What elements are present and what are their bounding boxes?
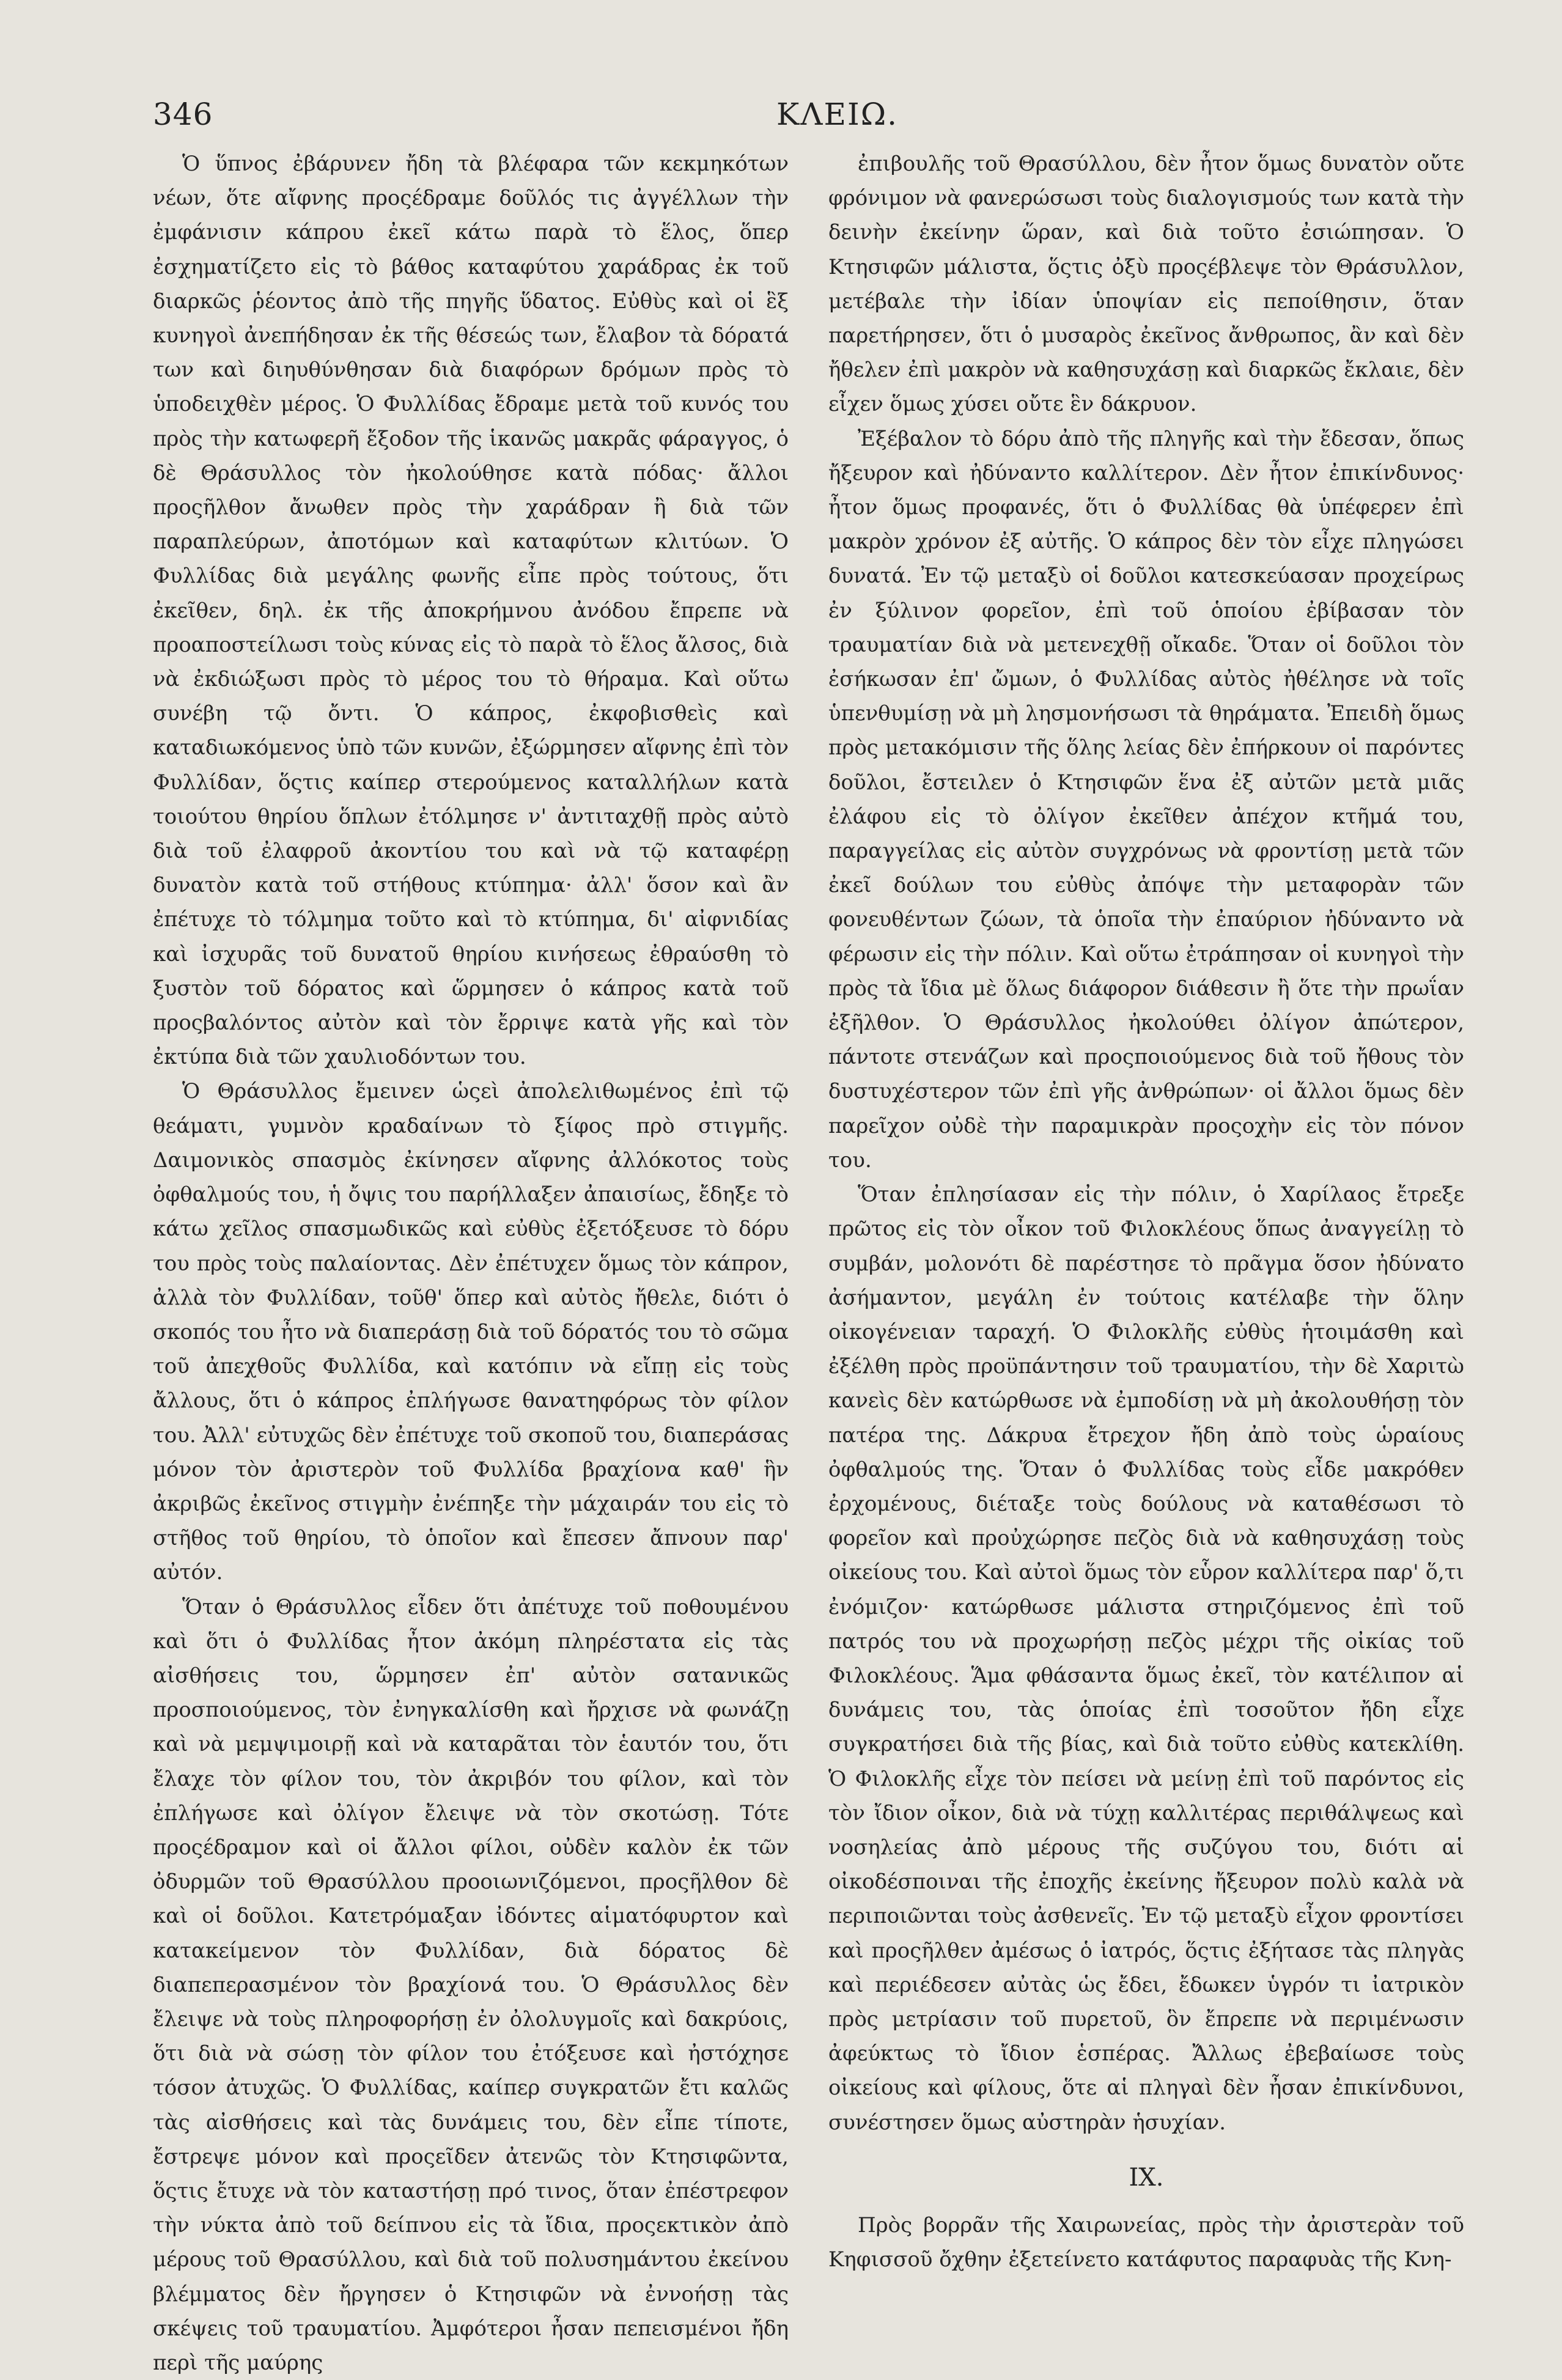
paragraph: Πρὸς βορρᾶν τῆς Χαιρωνείας, πρὸς τὴν ἀριστερὰν τοῦ Κηφισσοῦ ὄχθην ἐξετείνετο κατάφυτος παραφυὰς τῆς Κνη- <box>828 2212 1464 2272</box>
paragraph: Ἐξέβαλον τὸ δόρυ ἀπὸ τῆς πληγῆς καὶ τὴν ἔδεσαν, ὅπως ἤξευρον καὶ ἠδύναντο καλλίτερον. Δὲν ἦτον ἐπικίνδυνος· ἦτον ὅμως προφανές, ὅτι ὁ Φυλλίδας θὰ ὑπέφερεν ἐπὶ μακρὸν χρόνον ἐξ αὐτῆς. Ὁ κάπρος δὲν τὸν εἶχε πληγώσει δυνατά. Ἐν τῷ μεταξὺ οἱ δοῦλοι κατεσκεύασαν προχείρως ἐν ξύλινον φορεῖον, ἐπὶ τοῦ ὁποίου ἐβίβασαν τὸν τραυματίαν διὰ νὰ μετενεχθῇ οἴκαδε. Ὅταν οἱ δοῦλοι τὸν ἐσήκωσαν ἐπ' ὤμων, ὁ Φυλλίδας αὐτὸς ἠθέλησε νὰ τοῖς ὑπενθυμίσῃ νὰ μὴ λησμονήσωσι τὰ θηράματα. Ἐπειδὴ ὅμως πρὸς μετακόμισιν τῆς ὅλης λείας δὲν ἐπήρκουν οἱ παρόντες δοῦλοι, ἔστειλεν ὁ Κτησιφῶν ἕνα ἐξ αὐτῶν μετὰ μιᾶς ἐλάφου εἰς τὸ ὀλίγον ἐκεῖθεν ἀπέχον κτῆμά του, παραγγείλας εἰς αὐτὸν συγχρόνως νὰ φροντίσῃ μετὰ τῶν ἐκεῖ δούλων του εὐθὺς ἀπόψε τὴν μεταφορὰν τῶν φονευθέντων ζώων, τὰ ὁποῖα τὴν ἐπαύριον ἠδύναντο νὰ φέρωσιν εἰς τὴν πόλιν. Καὶ οὕτω ἐτράπησαν οἱ κυνηγοὶ τὴν πρὸς τὰ ἴδια μὲ ὅλως διάφορον διάθεσιν ἢ ὅτε τὴν πρωΐαν ἐξῆλθον. Ὁ Θράσυλλος ἠκολούθει ὀλίγον ἀπώτερον, πάντοτε στενάζων καὶ προςποιούμενος διὰ τοῦ ἤθους τὸν δυστυχέστερον τῶν ἐπὶ γῆς ἀνθρώπων· οἱ ἄλλοι ὅμως δὲν παρεῖχον οὐδὲ τὴν παραμικρὰν προςοχὴν εἰς τὸν πόνον του. <box>828 426 1464 1173</box>
running-title: ΚΛΕΙΩ. <box>776 97 899 132</box>
page-number: 346 <box>153 97 213 132</box>
right-column <box>828 147 1464 2277</box>
page-header <box>79 72 1507 139</box>
left-column <box>153 147 789 2380</box>
paragraph: Ὅταν ἐπλησίασαν εἰς τὴν πόλιν, ὁ Χαρίλαος ἔτρεξε πρῶτος εἰς τὸν οἶκον τοῦ Φιλοκλέους ὅπως ἀναγγείλῃ τὸ συμβάν, μολονότι δὲ παρέστησε τὸ πρᾶγμα ὅσον ἠδύνατο ἀσήμαντον, μεγάλη ἐν τούτοις κατέλαβε τὴν ὅλην οἰκογένειαν ταραχή. Ὁ Φιλοκλῆς εὐθὺς ἡτοιμάσθη καὶ ἐξέλθη πρὸς προϋπάντησιν τοῦ τραυματίου, τὴν δὲ Χαριτὼ κανεὶς δὲν κατώρθωσε νὰ ἐμποδίσῃ νὰ μὴ ἀκολουθήσῃ τὸν πατέρα της. Δάκρυα ἔτρεχον ἤδη ἀπὸ τοὺς ὡραίους ὀφθαλμούς της. Ὅταν ὁ Φυλλίδας τοὺς εἶδε μακρόθεν ἐρχομένους, διέταξε τοὺς δούλους νὰ καταθέσωσι τὸ φορεῖον καὶ προὐχώρησε πεζὸς διὰ νὰ καθησυχάσῃ τοὺς οἰκείους του. Καὶ αὐτοὶ ὅμως τὸν εὗρον καλλίτερα παρ' ὅ,τι ἐνόμιζον· κατώρθωσε μάλιστα στηριζόμενος ἐπὶ τοῦ πατρός του νὰ προχωρήσῃ πεζὸς μέχρι τῆς οἰκίας τοῦ Φιλοκλέους. Ἅμα φθάσαντα ὅμως ἐκεῖ, τὸν κατέλιπον αἱ δυνάμεις του, τὰς ὁποίας ἐπὶ τοσοῦτον ἤδη εἶχε συγκρατήσει διὰ τῆς βίας, καὶ διὰ τοῦτο εὐθὺς κατεκλίθη. Ὁ Φιλοκλῆς εἶχε τὸν πείσει νὰ μείνῃ ἐπὶ τοῦ παρόντος εἰς τὸν ἴδιον οἶκον, διὰ νὰ τύχῃ καλλιτέρας περιθάλψεως καὶ νοσηλείας ἀπὸ μέρους τῆς συζύγου του, διότι αἱ οἰκοδέσποιναι τῆς ἐποχῆς ἐκείνης ἤξευρον πολὺ καλὰ νὰ περιποιῶνται τοὺς ἀσθενεῖς. Ἐν τῷ μεταξὺ εἶχον φροντίσει καὶ προςῆλθεν ἀμέσως ὁ ἰατρός, ὅςτις ἐξήτασε τὰς πληγὰς καὶ περιέδεσεν αὐτὰς ὡς ἔδει, ἔδωκεν ὑγρόν τι ἰατρικὸν πρὸς μετρίασιν τοῦ πυρετοῦ, ὃν ἔπρεπε νὰ περιμένωσιν ἀφεύκτως τὸ ἴδιον ἑσπέρας. Ἄλλως ἐβεβαίωσε τοὺς οἰκείους καὶ φίλους, ὅτε αἱ πληγαὶ δὲν ἦσαν ἐπικίνδυνοι, συνέστησεν ὅμως αὐστηρὰν ἡσυχίαν. <box>828 1182 1464 2135</box>
section-heading: IX. <box>1129 2163 1164 2192</box>
paragraph: Ὅταν ὁ Θράσυλλος εἶδεν ὅτι ἀπέτυχε τοῦ ποθουμένου καὶ ὅτι ὁ Φυλλίδας ἦτον ἀκόμη πληρέστατα εἰς τὰς αἰσθήσεις του, ὥρμησεν ἐπ' αὐτὸν σατανικῶς προσποιούμενος, τὸν ἐνηγκαλίσθη καὶ ἤρχισε νὰ φωνάζῃ καὶ νὰ μεμψιμοιρῇ καὶ νὰ καταρᾶται τὸν ἑαυτόν του, ὅτι ἔλαχε τὸν φίλον του, τὸν ἀκριβόν του φίλον, καὶ τὸν ἐπλήγωσε καὶ ὀλίγον ἔλειψε νὰ τὸν σκοτώσῃ. Τότε προςέδραμον καὶ οἱ ἄλλοι φίλοι, οὐδὲν καλὸν ἐκ τῶν ὀδυρμῶν τοῦ Θρασύλλου προοιωνιζόμενοι, προςῆλθον δὲ καὶ οἱ δοῦλοι. Κατετρόμαξαν ἰδόντες αἱματόφυρτον καὶ κατακείμενον τὸν Φυλλίδαν, διὰ δόρατος δὲ διαπεπερασμένον τὸν βραχίονά του. Ὁ Θράσυλλος δὲν ἔλειψε νὰ τοὺς πληροφορήσῃ ἐν ὀλολυγμοῖς καὶ δακρύοις, ὅτι διὰ νὰ σώσῃ τὸν φίλον του ἐτόξευσε καὶ ἠστόχησε τόσον ἀτυχῶς. Ὁ Φυλλίδας, καίπερ συγκρατῶν ἔτι καλῶς τὰς αἰσθήσεις καὶ τὰς δυνάμεις του, δὲν εἶπε τίποτε, ἔστρεψε μόνον καὶ προςεῖδεν ἀτενῶς τὸν Κτησιφῶντα, ὅςτις ἔτυχε νὰ τὸν καταστήσῃ πρό τινος, ὅταν ἐπέστρεφον τὴν νύκτα ἀπὸ τοῦ δείπνου εἰς τὰ ἴδια, προςεκτικὸν ἀπὸ μέρους τοῦ Θρασύλλου, καὶ διὰ τοῦ πολυσημάντου ἐκείνου βλέμματος δὲν ἤργησεν ὁ Κτησιφῶν νὰ ἐννοήσῃ τὰς σκέψεις τοῦ τραυματίου. Ἀμφότεροι ἦσαν πεπεισμένοι ἤδη περὶ τῆς μαύρης <box>153 1594 789 2375</box>
paragraph: Ὁ ὕπνος ἐβάρυνεν ἤδη τὰ βλέφαρα τῶν κεκμηκότων νέων, ὅτε αἴφνης προςέδραμε δοῦλός τις ἀγγέλλων τὴν ἐμφάνισιν κάπρου ἐκεῖ κάτω παρὰ τὸ ἕλος, ὅπερ ἐσχηματίζετο εἰς τὸ βάθος καταφύτου χαράδρας ἐκ τοῦ διαρκῶς ῥέοντος ἀπὸ τῆς πηγῆς ὕδατος. Εὐθὺς καὶ οἱ ἓξ κυνηγοὶ ἀνεπήδησαν ἐκ τῆς θέσεώς των, ἔλαβον τὰ δόρατά των καὶ διηυθύνθησαν διὰ διαφόρων δρόμων πρὸς τὸ ὑποδειχθὲν μέρος. Ὁ Φυλλίδας ἔδραμε μετὰ τοῦ κυνός του πρὸς τὴν κατωφερῆ ἔξοδον τῆς ἱκανῶς μακρᾶς φάραγγος, ὁ δὲ Θράσυλλος τὸν ἠκολούθησε κατὰ πόδας· ἄλλοι προςῆλθον ἄνωθεν πρὸς τὴν χαράδραν ἢ διὰ τῶν παραπλεύρων, ἀποτόμων καὶ καταφύτων κλιτύων. Ὁ Φυλλίδας διὰ μεγάλης φωνῆς εἶπε πρὸς τούτους, ὅτι ἐκεῖθεν, δηλ. ἐκ τῆς ἀποκρήμνου ἀνόδου ἔπρεπε νὰ προαποστείλωσι τοὺς κύνας εἰς τὸ παρὰ τὸ ἕλος ἄλσος, διὰ νὰ ἐκδιώξωσι πρὸς τὸ μέρος του τὸ θήραμα. Καὶ οὕτω συνέβη τῷ ὄντι. Ὁ κάπρος, ἐκφοβισθεὶς καὶ καταδιωκόμενος ὑπὸ τῶν κυνῶν, ἐξώρμησεν αἴφνης ἐπὶ τὸν Φυλλίδαν, ὅςτις καίπερ στερούμενος καταλλήλων κατὰ τοιούτου θηρίου ὅπλων ἐτόλμησε ν' ἀντιταχθῇ πρὸς αὐτὸ διὰ τοῦ ἐλαφροῦ ἀκοντίου του καὶ νὰ τῷ καταφέρῃ δυνατὸν κατὰ τοῦ στήθους κτύπημα· ἀλλ' ὅσον καὶ ἂν ἐπέτυχε τὸ τόλμημα τοῦτο καὶ τὸ κτύπημα, δι' αἰφνιδίας καὶ ἰσχυρᾶς τοῦ δυνατοῦ θηρίου κινήσεως ἐθραύσθη τὸ ξυστὸν τοῦ δόρατος καὶ ὥρμησεν ὁ κάπρος κατὰ τοῦ προςβαλόντος αὐτὸν καὶ τὸν ἔρριψε κατὰ γῆς καὶ τὸν ἐκτύπα διὰ τῶν χαυλιοδόντων του. <box>153 152 789 1070</box>
paragraph: ἐπιβουλῆς τοῦ Θρασύλλου, δὲν ἦτον ὅμως δυνατὸν οὔτε φρόνιμον νὰ φανερώσωσι τοὺς διαλογισμούς των κατὰ τὴν δεινὴν ἐκείνην ὥραν, καὶ διὰ τοῦτο ἐσιώπησαν. Ὁ Κτησιφῶν μάλιστα, ὅςτις ὀξὺ προςέβλεψε τὸν Θράσυλλον, μετέβαλε τὴν ἰδίαν ὑποψίαν εἰς πεποίθησιν, ὅταν παρετήρησεν, ὅτι ὁ μυσαρὸς ἐκεῖνος ἄνθρωπος, ἂν καὶ δὲν ἤθελεν ἐπὶ μακρὸν νὰ καθησυχάσῃ καὶ διαρκῶς ἔκλαιε, δὲν εἶχεν ὅμως χύσει οὔτε ἓν δάκρυον. <box>828 152 1464 417</box>
paragraph: Ὁ Θράσυλλος ἔμεινεν ὡςεὶ ἀπολελιθωμένος ἐπὶ τῷ θεάματι, γυμνὸν κραδαίνων τὸ ξίφος πρὸ στιγμῆς. Δαιμονικὸς σπασμὸς ἐκίνησεν αἴφνης ἀλλόκοτος τοὺς ὀφθαλμούς του, ἡ ὄψις του παρήλλαξεν ἀπαισίως, ἔδηξε τὸ κάτω χεῖλος σπασμωδικῶς καὶ εὐθὺς ἐξετόξευσε τὸ δόρυ του πρὸς τοὺς παλαίοντας. Δὲν ἐπέτυχεν ὅμως τὸν κάπρον, ἀλλὰ τὸν Φυλλίδαν, τοῦθ' ὅπερ καὶ αὐτὸς ἤθελε, διότι ὁ σκοπός του ἦτο νὰ διαπεράσῃ διὰ τοῦ δόρατός του τὸ σῶμα τοῦ ἀπεχθοῦς Φυλλίδα, καὶ κατόπιν νὰ εἴπῃ εἰς τοὺς ἄλλους, ὅτι ὁ κάπρος ἐπλήγωσε θανατηφόρως τὸν φίλον του. Ἀλλ' εὐτυχῶς δὲν ἐπέτυχε τοῦ σκοποῦ του, διαπεράσας μόνον τὸν ἀριστερὸν τοῦ Φυλλίδα βραχίονα καθ' ἣν ἀκριβῶς ἐκεῖνος στιγμὴν ἐνέπηξε τὴν μάχαιράν του εἰς τὸ στῆθος τοῦ θηρίου, τὸ ὁποῖον καὶ ἔπεσεν ἄπνουν παρ' αὐτόν. <box>153 1079 789 1585</box>
